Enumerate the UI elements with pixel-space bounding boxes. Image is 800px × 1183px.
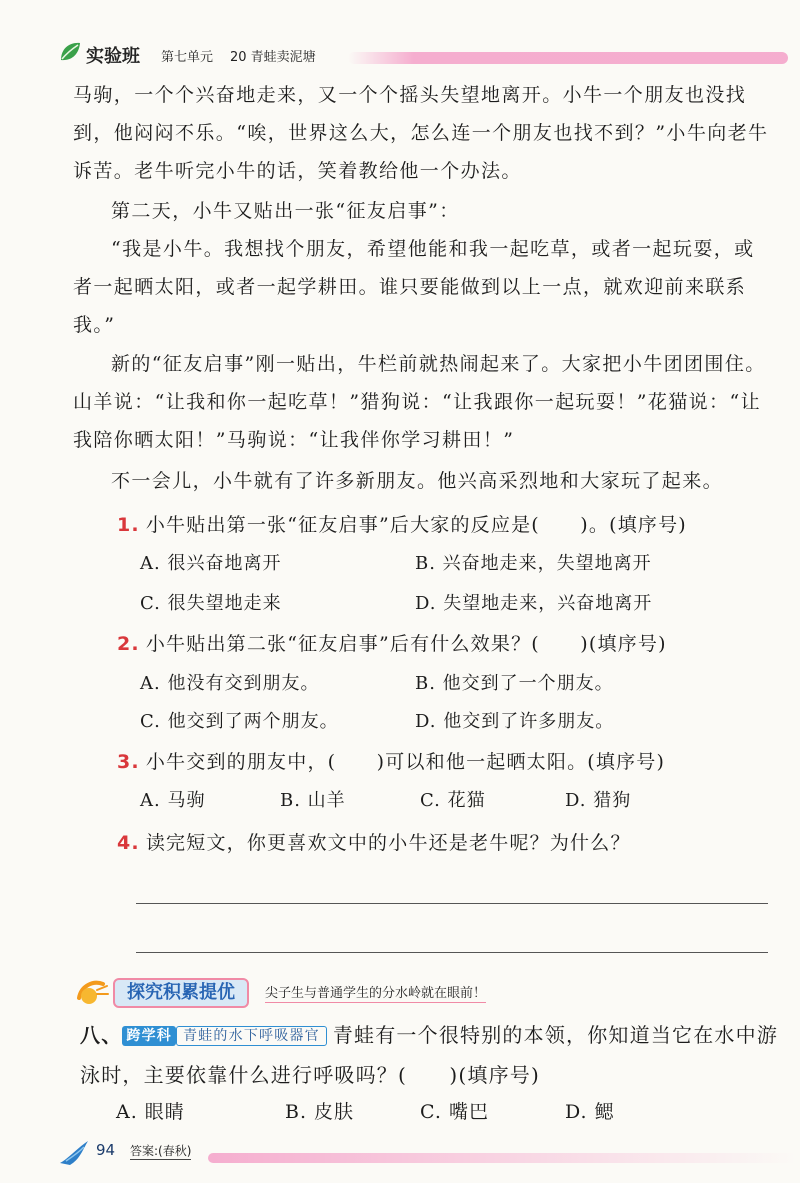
option-c[interactable]: C. 他交到了两个朋友。 bbox=[140, 711, 339, 732]
tag-title: 青蛙的水下呼吸器官 bbox=[176, 1026, 327, 1046]
brand-title: 实验班 bbox=[86, 46, 140, 67]
answer-line-2[interactable] bbox=[136, 952, 768, 953]
passage-paragraph-5: 不一会儿，小牛就有了许多新朋友。他兴高采烈地和大家玩了起来。 bbox=[111, 470, 724, 492]
passage-paragraph-3: “我是小牛。我想找个朋友，希望他能和我一起吃草，或者一起玩耍，或者一起晒太阳，或者一起学耕田。谁只要能做到以上一点，就欢迎前来联系我。” bbox=[73, 238, 755, 336]
section-subtitle: 尖子生与普通学生的分水岭就在眼前！ bbox=[265, 982, 486, 1003]
option-b[interactable]: B. 山羊 bbox=[280, 790, 346, 811]
passage-paragraph-4: 新的“征友启事”刚一贴出，牛栏前就热闹起来了。大家把小牛团团围住。山羊说：“让我和你一起吃草！”猎狗说：“让我跟你一起玩耍！”花猫说：“让我陪你晒太阳！”马驹说：“让我伴你学习耕田！” bbox=[73, 353, 766, 451]
question-text: 读完短文，你更喜欢文中的小牛还是老牛呢？为什么？ bbox=[145, 832, 631, 854]
question-1 bbox=[117, 510, 687, 540]
cross-subject-tag: 跨学科 bbox=[122, 1026, 176, 1046]
option-b[interactable]: B. 他交到了一个朋友。 bbox=[415, 673, 614, 694]
option-a[interactable]: A. 他没有交到朋友。 bbox=[140, 673, 320, 694]
question-2 bbox=[117, 629, 667, 659]
passage-paragraph-2: 第二天，小牛又贴出一张“征友启事”： bbox=[111, 200, 460, 222]
option-d[interactable]: D. 他交到了许多朋友。 bbox=[415, 711, 615, 732]
question-4 bbox=[117, 828, 631, 858]
answer-line-1[interactable] bbox=[136, 903, 768, 904]
question-number: 1. bbox=[117, 514, 140, 536]
option-b[interactable]: B. 兴奋地走来，失望地离开 bbox=[415, 553, 652, 574]
option-c[interactable]: C. 花猫 bbox=[420, 790, 486, 811]
option-a[interactable]: A. 眼睛 bbox=[116, 1101, 185, 1123]
unit-label: 第七单元 bbox=[161, 50, 214, 65]
page-number: 94 bbox=[96, 1141, 116, 1159]
option-c[interactable]: C. 很失望地走来 bbox=[140, 593, 282, 614]
footer-decor-stripe bbox=[208, 1153, 798, 1163]
option-c[interactable]: C. 嘴巴 bbox=[420, 1101, 489, 1123]
question-8-text: 青蛙有一个很特别的本领，你知道当它在水中游泳时，主要依靠什么进行呼吸吗？( )(填序号) bbox=[80, 1023, 779, 1087]
question-8 bbox=[80, 1015, 780, 1095]
answer-reference: 答案:(春秋) bbox=[130, 1144, 192, 1158]
passage-paragraph-1: 马驹，一个个兴奋地走来，又一个个摇头失望地离开。小牛一个朋友也没找到，他闷闷不乐。“唉，世界这么大，怎么连一个朋友也找不到？”小牛向老牛诉苦。老牛听完小牛的话，笑着教给他一个办法。 bbox=[73, 84, 769, 182]
bird-icon bbox=[58, 1137, 92, 1167]
question-8-label: 八、 bbox=[80, 1023, 123, 1047]
section-title: 探究积累提优 bbox=[113, 978, 249, 1008]
section-banner bbox=[75, 972, 575, 1012]
question-text: 小牛贴出第一张“征友启事”后大家的反应是( )。(填序号) bbox=[145, 514, 687, 536]
option-b[interactable]: B. 皮肤 bbox=[285, 1101, 355, 1123]
question-3 bbox=[117, 747, 665, 777]
question-number: 2. bbox=[117, 633, 140, 655]
option-a[interactable]: A. 马驹 bbox=[140, 790, 206, 811]
question-number: 4. bbox=[117, 832, 140, 854]
option-d[interactable]: D. 失望地走来，兴奋地离开 bbox=[415, 593, 653, 614]
page-footer bbox=[58, 1135, 798, 1175]
question-number: 3. bbox=[117, 751, 140, 773]
question-text: 小牛交到的朋友中，( )可以和他一起晒太阳。(填序号) bbox=[145, 751, 666, 773]
option-d[interactable]: D. 鳃 bbox=[565, 1101, 615, 1123]
option-a[interactable]: A. 很兴奋地离开 bbox=[140, 553, 282, 574]
bulb-icon bbox=[75, 976, 109, 1006]
leaf-icon bbox=[58, 40, 82, 64]
question-text: 小牛贴出第二张“征友启事”后有什么效果？( )(填序号) bbox=[145, 633, 667, 655]
option-d[interactable]: D. 猎狗 bbox=[565, 790, 632, 811]
page-header bbox=[58, 38, 788, 68]
header-decor-stripe bbox=[348, 52, 788, 64]
lesson-title: 20 青蛙卖泥塘 bbox=[230, 50, 316, 65]
